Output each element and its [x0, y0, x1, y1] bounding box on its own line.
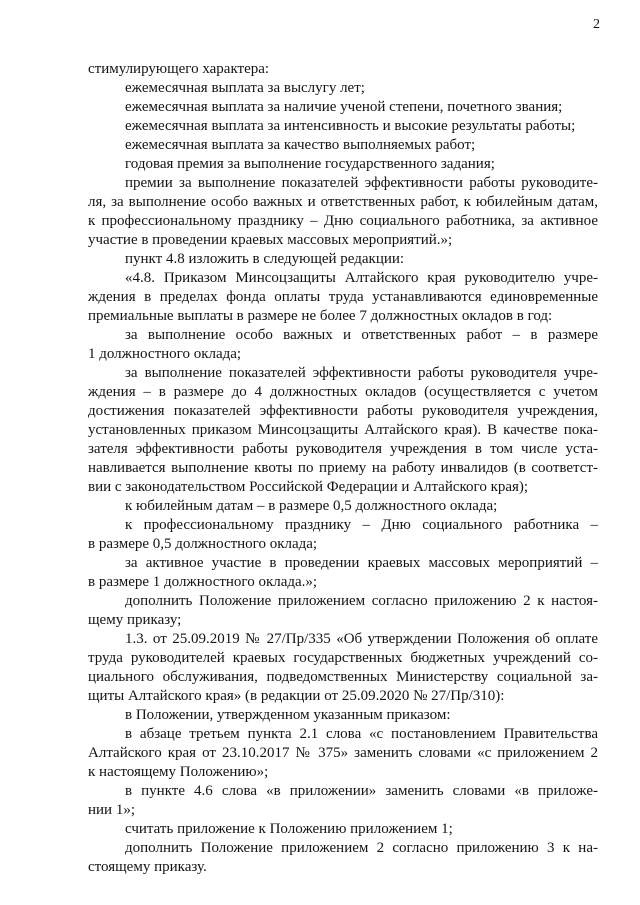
text-line: дополнить Положение приложением согласно приложению 2 к настоя- — [125, 593, 598, 609]
text-line: годовая премия за выполнение государственного задания; — [125, 156, 495, 172]
text-line: ждения в пределах фонда оплаты труда устанавливаются единовременные — [88, 289, 598, 305]
text-line: в абзаце третьем пункта 2.1 слова «с постановлением Правительства — [125, 726, 598, 742]
text-line: установленных приказом Минсоцзащиты Алтайского края). В качестве пока- — [88, 422, 598, 438]
text-line: к профессиональному празднику – Дню социального работника, за активное — [88, 213, 598, 229]
text-line: ежемесячная выплата за качество выполняемых работ; — [125, 137, 476, 153]
text-line: за выполнение особо важных и ответственных работ – в размере — [125, 327, 598, 343]
text-line: навливается выполнение квоты по приему на работу инвалидов (в соответст- — [88, 460, 598, 476]
text-line: вии с законодательством Российской Федерации и Алтайского края); — [88, 479, 529, 495]
text-line: в Положении, утвержденном указанным приказом: — [125, 707, 451, 723]
text-line: 1.3. от 25.09.2019 № 27/Пр/335 «Об утверждении Положения об оплате — [125, 631, 598, 647]
text-line: ежемесячная выплата за выслугу лет; — [125, 80, 365, 96]
text-line: нии 1»; — [88, 802, 135, 818]
text-line: в пункте 4.6 слова «в приложении» заменить словами «в приложе- — [125, 783, 598, 799]
text-line: «4.8. Приказом Минсоцзащиты Алтайского края руководителю учре- — [125, 270, 598, 286]
text-line: Алтайского края от 23.10.2017 № 375» заменить словами «с приложением 2 — [88, 745, 598, 761]
text-line: за активное участие в проведении краевых массовых мероприятий – — [125, 555, 598, 571]
text-line: пункт 4.8 изложить в следующей редакции: — [125, 251, 405, 267]
text-line: циального обслуживания, подведомственных Министерству социальной за- — [88, 669, 598, 685]
text-line: в размере 1 должностного оклада.»; — [88, 574, 318, 590]
text-line: премии за выполнение показателей эффективности работы руководите- — [125, 175, 598, 191]
text-line: 1 должностного оклада; — [88, 346, 242, 362]
text-line: ежемесячная выплата за наличие ученой степени, почетного звания; — [125, 99, 563, 115]
text-line: дополнить Положение приложением 2 согласно приложению 3 к на- — [125, 840, 598, 856]
text-line: стимулирующего характера: — [88, 61, 270, 77]
text-line: к профессиональному празднику – Дню социального работника – — [125, 517, 598, 533]
text-line: щему приказу; — [88, 612, 182, 628]
text-line: ждения – в размере до 4 должностных окладов (осуществляется с учетом — [88, 384, 598, 400]
text-line: к юбилейным датам – в размере 0,5 должностного оклада; — [125, 498, 498, 514]
text-line: труда руководителей краевых государственных бюджетных учреждений со- — [88, 650, 598, 666]
text-line: считать приложение к Положению приложением 1; — [125, 821, 453, 837]
text-line: щиты Алтайского края» (в редакции от 25.09.2020 № 27/Пр/310): — [88, 688, 505, 704]
text-line: достижения показателей эффективности работы руководителя учреждения, — [88, 403, 598, 419]
page-number: 2 — [593, 17, 600, 32]
text-line: к настоящему Положению»; — [88, 764, 269, 780]
text-line: ля, за выполнение особо важных и ответственных работ, к юбилейным датам, — [88, 194, 598, 210]
text-line: стоящему приказу. — [88, 859, 207, 875]
text-line: участие в проведении краевых массовых мероприятий.»; — [88, 232, 453, 248]
text-line: ежемесячная выплата за интенсивность и высокие результаты работы; — [125, 118, 576, 134]
text-line: в размере 0,5 должностного оклада; — [88, 536, 318, 552]
text-line: за выполнение показателей эффективности работы руководителя учре- — [125, 365, 598, 381]
text-line: зателя эффективности работы руководителя учреждения в том числе уста- — [88, 441, 598, 457]
text-line: премиальные выплаты в размере не более 7 должностных окладов в год: — [88, 308, 553, 324]
